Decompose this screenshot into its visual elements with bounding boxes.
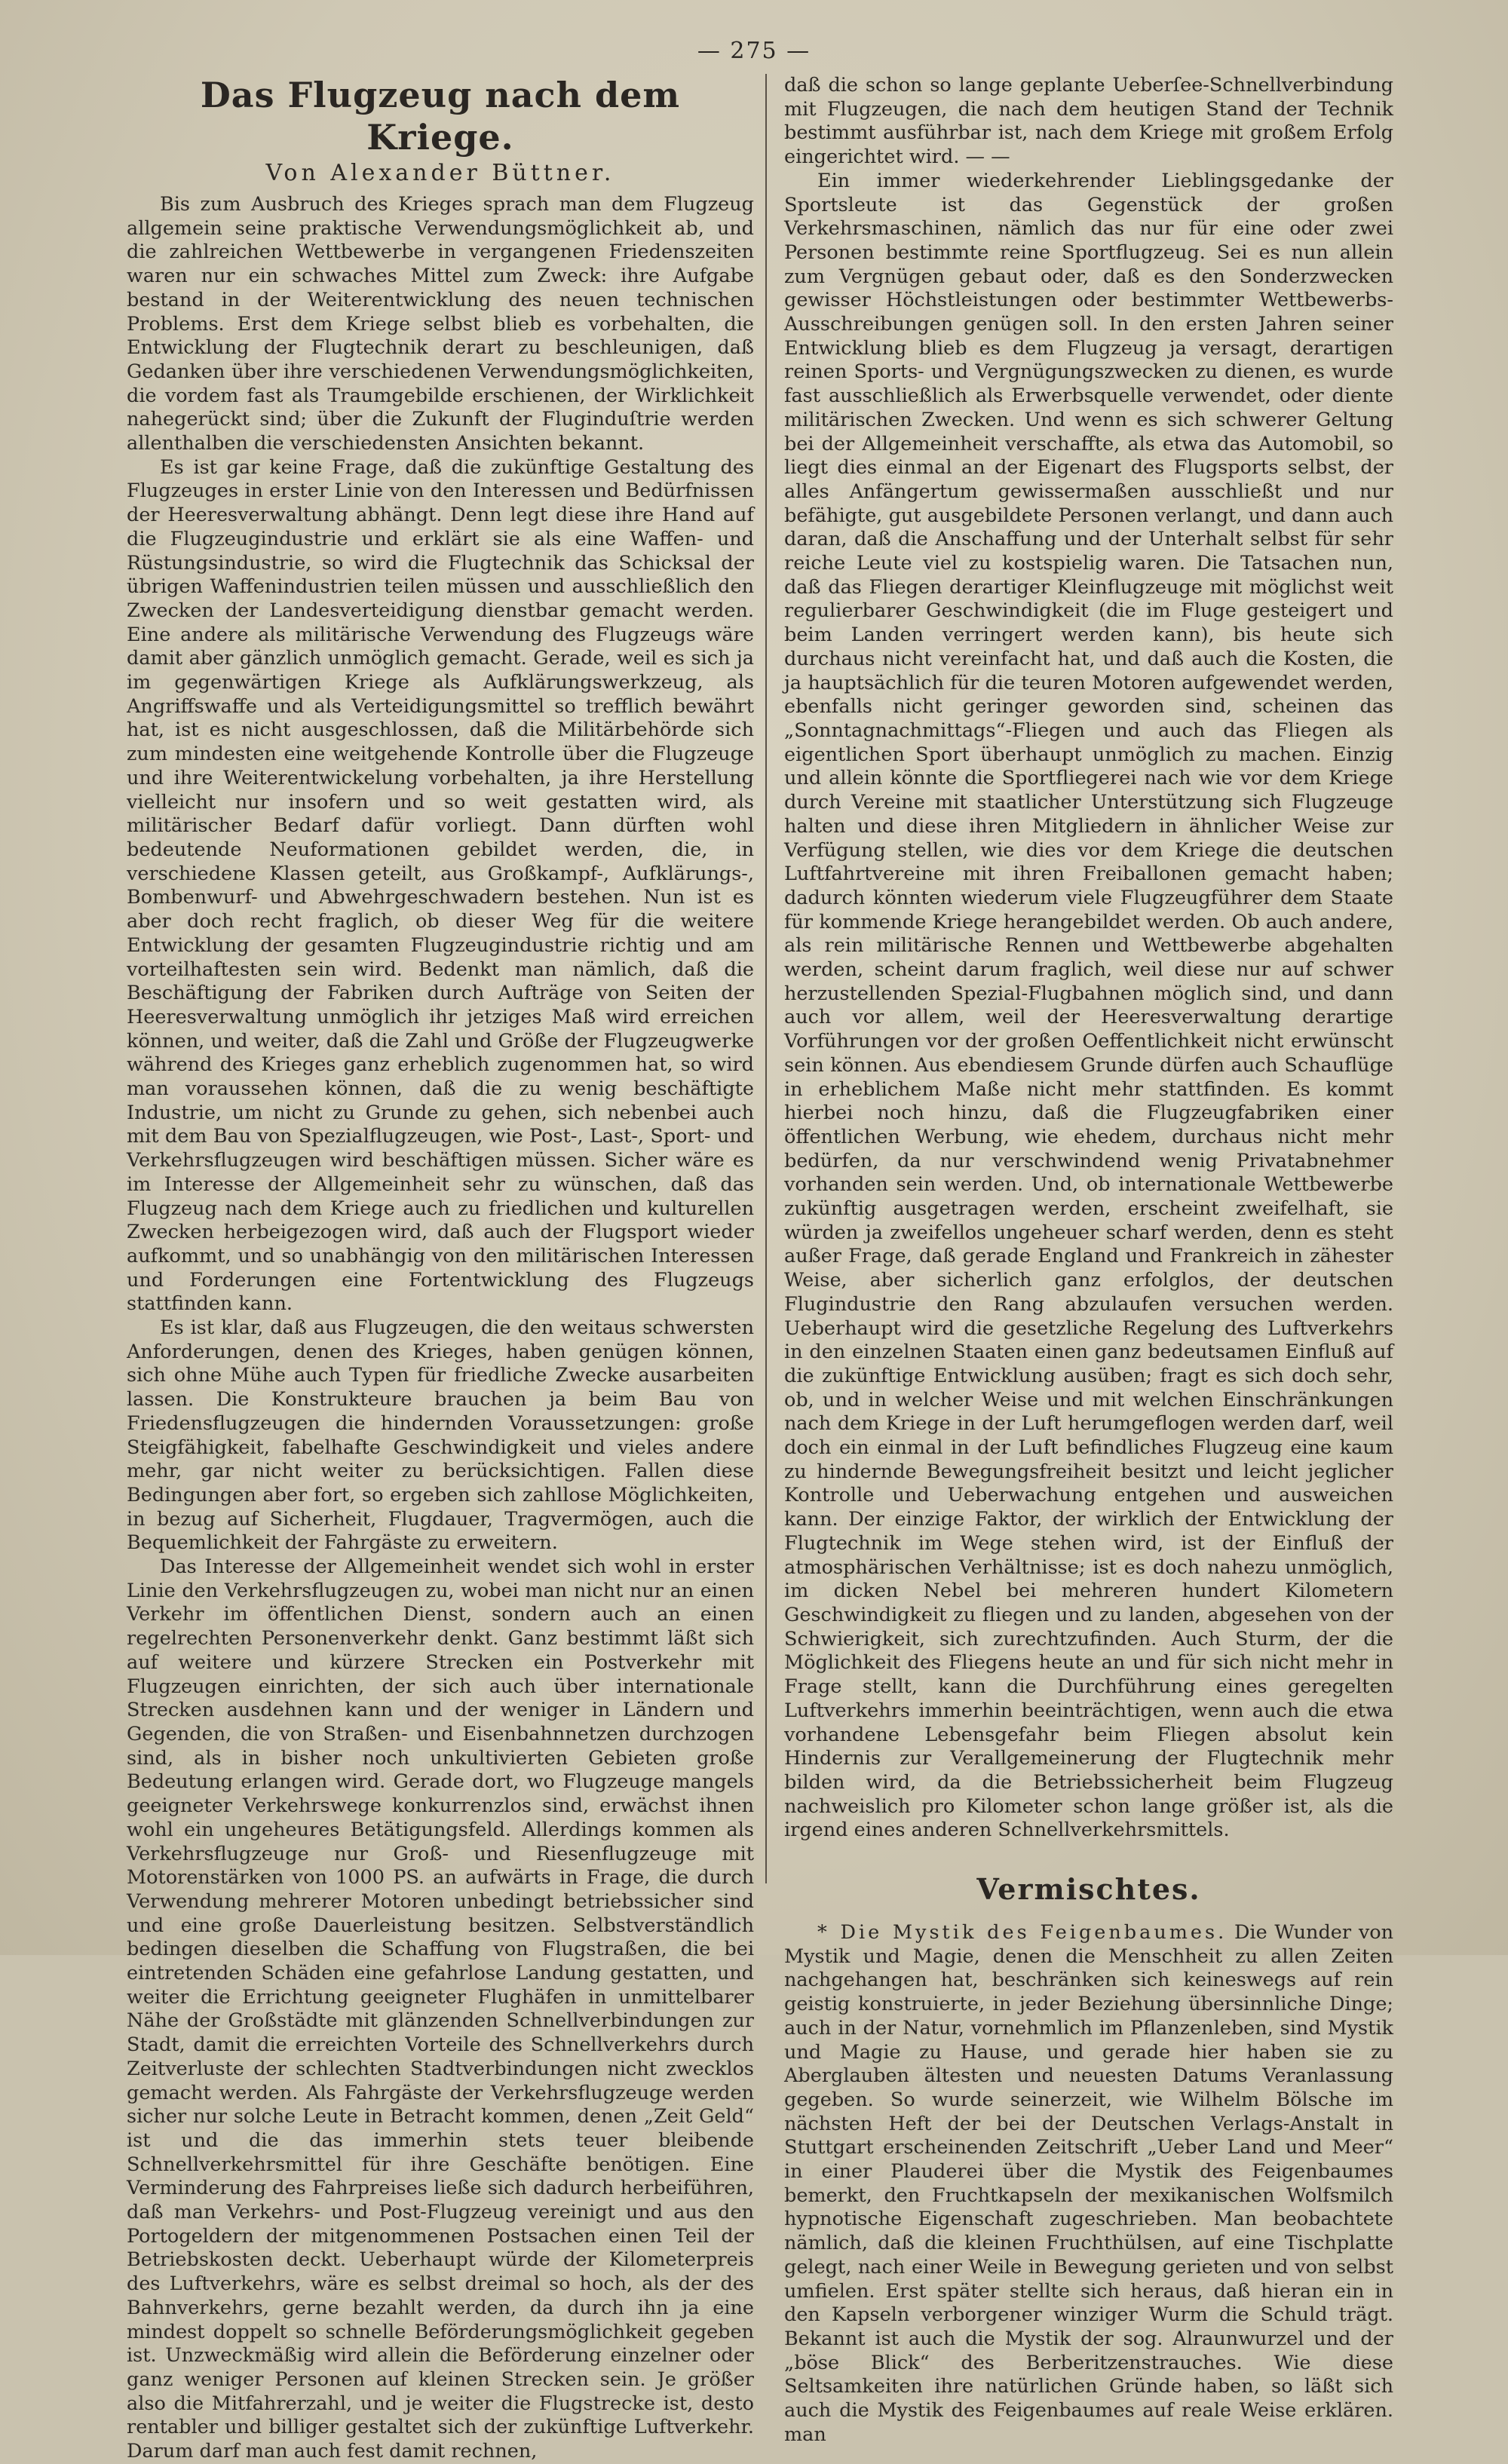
article-byline: Von Alexander Büttner. [265, 160, 615, 186]
misc-section-title: Vermischtes. [976, 1872, 1201, 1907]
article-paragraph: Es ist klar, daß aus Flugzeugen, die den weitaus schwersten Anforderungen, denen des Krieges, haben genügen können, sich ohne Mühe auch Typen für friedliche Zwecke ausarbeiten lassen. Die Konstrukteure brauchen ja beim Bau von Friedensflugzeugen die hindernden Voraussetzungen: große Steigfähigkeit, fabelhafte Geschwindigkeit und vieles andere mehr, gar nicht weiter zu berücksichtigen. Fallen diese Bedingungen aber fort, so ergeben sich zahllose Möglichkeiten, in bezug auf Sicherheit, Flugdauer, Tragvermögen, auch die Bequemlichkeit der Fahrgäste zu erweitern. [127, 1316, 754, 1555]
article-paragraph-continued: daß die schon so lange geplante Ueberſee-Schnellverbindung mit Flugzeugen, die nach dem heutigen Stand der Technik bestimmt ausführbar ist, nach dem Kriege mit großem Erfolg eingerichtet wird. — — [784, 74, 1393, 169]
article-paragraph: Ein immer wiederkehrender Lieblingsgedanke der Sportsleute ist das Gegenstück der großen Verkehrsmaschinen, nämlich das nur für eine oder zwei Personen bestimmte reine Sportflugzeug. Sei es nun allein zum Vergnügen gebaut oder, daß es den Sonderzwecken gewisser Höchstleistungen oder bestimmter Wettbewerbs-Ausschreibungen genügen soll. In den ersten Jahren seiner Entwicklung blieb es dem Flugzeug ja versagt, derartigen reinen Sports- und Vergnügungszwecken zu dienen, es wurde fast ausschließlich als Erwerbsquelle verwendet, oder diente militärischen Zwecken. Und wenn es sich schwerer Geltung bei der Allgemeinheit verschaffte, als etwa das Automobil, so liegt dies einmal an der Eigenart des Flugsports selbst, der alles Anfängertum gewissermaßen ausschließt und nur befähigte, gut ausgebildete Personen verlangt, und dann auch daran, daß die Anschaffung und der Unterhalt selbst für sehr reiche Leute viel zu kostspielig waren. Die Tatsachen nun, daß das Fliegen derartiger Kleinflugzeuge mit möglichst weit regulierbarer Geschwindigkeit (die im Fluge gesteigert und beim Landen verringert werden kann), bis heute sich durchaus nicht vereinfacht hat, und daß auch die Kosten, die ja hauptsächlich für die teuren Motoren aufgewendet werden, ebenfalls nicht geringer geworden sind, scheinen das „Sonntagnachmittags“-Fliegen und auch das Fliegen als eigentlichen Sport überhaupt unmöglich zu machen. Einzig und allein könnte die Sportfliegerei nach wie vor dem Kriege durch Vereine mit staatlicher Unterstützung sich Flugzeuge halten und diese ihren Mitgliedern in ähnlicher Weise zur Verfügung stellen, wie dies vor dem Kriege die deutschen Luftfahrtvereine mit ihren Freiballonen gemacht haben; dadurch könnten wiederum viele Flugzeugführer dem Staate für kommende Kriege herangebildet werden. Ob auch andere, als rein militärische Rennen und Wettbewerbe abgehalten werden, scheint darum fraglich, weil diese nur auf schwer herzustellenden Spezial-Flugbahnen möglich sind, und dann auch vor allem, weil der Heeresverwaltung derartige Vorführungen vor der großen Oeffentlichkeit nicht erwünscht sein können. Aus ebendiesem Grunde dürfen auch Schauflüge in erheblichem Maße nicht mehr stattfinden. Es kommt hierbei noch hinzu, daß die Flugzeugfabriken einer öffentlichen Werbung, wie ehedem, durchaus nicht mehr bedürfen, da nur verschwindend wenig Privatabnehmer vorhanden sein werden. Und, ob internationale Wettbewerbe zukünftig ausgetragen werden, erscheint zweifelhaft, sie würden ja zweifellos ungeheuer scharf werden, denn es steht außer Frage, daß gerade England und Frankreich in zähester Weise, aber sicherlich ganz erfolglos, der deutschen Flugindustrie den Rang abzulaufen versuchen werden. Ueberhaupt wird die gesetzliche Regelung des Luftverkehrs in den einzelnen Staaten einen ganz bedeutsamen Einfluß auf die zukünftige Entwicklung ausüben; fragt es sich doch sehr, ob, und in welcher Weise und mit welchen Einschränkungen nach dem Kriege in der Luft herumgeflogen werden darf, weil doch ein einmal in der Luft befindliches Flugzeug eine kaum zu hindernde Bewegungsfreiheit besitzt und leicht jeglicher Kontrolle und Ueberwachung entgehen und ausweichen kann. Der einzige Faktor, der wirklich der Entwicklung der Flugtechnik im Wege stehen wird, ist der Einfluß der atmosphärischen Verhältnisse; ist es doch nahezu unmöglich, im dicken Nebel bei mehreren hundert Kilometern Geschwindigkeit zu fliegen und zu landen, abgesehen von der Schwierigkeit, sich zurechtzufinden. Auch Sturm, der die Möglichkeit des Fliegens heute an und für sich nicht mehr in Frage stellt, kann die Durchführung eines geregelten Luftverkehrs immerhin beeinträchtigen, wenn auch die etwa vorhandene Lebensgefahr beim Fliegen absolut kein Hindernis zur Verallgemeinerung der Flugtechnik mehr bilden wird, da die Betriebssicherheit beim Flugzeug nachweislich pro Kilometer schon lange größer ist, als die irgend eines anderen Schnellverkehrsmittels. [784, 169, 1393, 1842]
article-paragraph: Das Interesse der Allgemeinheit wendet sich wohl in erster Linie den Verkehrsflugzeugen zu, wobei man nicht nur an einen Verkehr im öffentlichen Dienst, sondern auch an einen regelrechten Personenverkehr denkt. Ganz bestimmt läßt sich auf weitere und kürzere Strecken ein Postverkehr mit Flugzeugen einrichten, der sich auch über internationale Strecken ausdehnen kann und der weniger in Ländern und Gegenden, die von Straßen- und Eisenbahnnetzen durchzogen sind, als in bisher noch unkultivierten Gebieten große Bedeutung erlangen wird. Gerade dort, wo Flugzeuge mangels geeigneter Verkehrswege konkurrenzlos sind, erwächst ihnen wohl ein ungeheures Betätigungsfeld. Allerdings kommen als Verkehrsflugzeuge nur Groß- und Riesenflugzeuge mit Motorenstärken von 1000 PS. an aufwärts in Frage, die durch Verwendung mehrerer Motoren unbedingt betriebssicher sind und eine große Dauerleistung besitzen. Selbstverständlich bedingen dieselben die Schaffung von Flugstraßen, die bei eintretenden Schäden eine gefahrlose Landung gestatten, und weiter die Errichtung geeigneter Flughäfen in unmittelbarer Nähe der Großstädte mit glänzenden Schnellverbindungen zur Stadt, damit die erreichten Vorteile des Schnellverkehrs durch Zeitverluste der schlechten Stadtverbindungen nicht zwecklos gemacht werden. Als Fahrgäste der Verkehrsflugzeuge werden sicher nur solche Leute in Betracht kommen, denen „Zeit Geld“ ist und die das immerhin stets teuer bleibende Schnellverkehrsmittel für ihre Geschäfte benötigen. Eine Verminderung des Fahrpreises ließe sich dadurch herbeiführen, daß man Verkehrs- und Post-Flugzeug vereinigt und aus den Portogeldern der mitgenommenen Postsachen einen Teil der Betriebskosten deckt. Ueberhaupt würde der Kilometerpreis des Luftverkehrs, wäre es selbst dreimal so hoch, als der des Bahnverkehrs, gerne bezahlt werden, da durch ihn ja eine mindest doppelt so schnelle Beförderungsmöglichkeit gegeben ist. Unzweckmäßig wird allein die Beförderung einzelner oder ganz weniger Personen auf kleinen Strecken sein. Je größer also die Mitfahrerzahl, und je weiter die Flugstrecke ist, desto rentabler und billiger gestaltet sich der zukünftige Luftverkehr. Darum darf man auch fest damit rechnen, [127, 1555, 754, 2463]
article-paragraph: Es ist gar keine Frage, daß die zukünftige Gestaltung des Flugzeuges in erster Linie von den Interessen und Bedürfnissen der Heeresverwaltung abhängt. Denn legt diese ihre Hand auf die Flugzeugindustrie und erklärt sie als eine Waffen- und Rüstungsindustrie, so wird die Flugtechnik das Schicksal der übrigen Waffenindustrien teilen müssen und ausschließlich den Zwecken der Landesverteidigung dienstbar gemacht werden. Eine andere als militärische Verwendung des Flugzeugs wäre damit aber gänzlich unmöglich gemacht. Gerade, weil es sich ja im gegenwärtigen Kriege als Aufklärungswerkzeug, als Angriffswaffe und als Verteidigungsmittel so trefflich bewährt hat, ist es nicht ausgeschlossen, daß die Militärbehörde sich zum mindesten eine weitgehende Kontrolle über die Flugzeuge und ihre Weiterentwickelung vorbehalten, ja ihre Herstellung vielleicht nur insofern und so weit gestatten wird, als militärischer Bedarf dafür vorliegt. Dann dürften wohl bedeutende Neuformationen gebildet werden, die, in verschiedene Klassen geteilt, aus Großkampf-, Aufklärungs-, Bombenwurf- und Abwehrgeschwadern bestehen. Nun ist es aber doch recht fraglich, ob dieser Weg für die weitere Entwicklung der gesamten Flugzeugindustrie richtig und am vorteilhaftesten sein wird. Bedenkt man nämlich, daß die Beschäftigung der Fabriken durch Aufträge von Seiten der Heeresverwaltung unmöglich ihr jetziges Maß wird erreichen können, und weiter, daß die Zahl und Größe der Flugzeugwerke während des Krieges ganz erheblich zugenommen hat, so wird man voraussehen können, daß die zu wenig beschäftigte Industrie, um nicht zu Grunde zu gehen, sich nebenbei auch mit dem Bau von Spezialflugzeugen, wie Post-, Last-, Sport- und Verkehrsflugzeugen wird beschäftigen müssen. Sicher wäre es im Interesse der Allgemeinheit sehr zu wünschen, daß das Flugzeug nach dem Kriege auch zu friedlichen und kulturellen Zwecken herbeigezogen wird, daß auch der Flugsport wieder aufkommt, und so unabhängig von den militärischen Interessen und Forderungen eine Fortentwicklung des Flugzeugs stattfinden kann. [127, 455, 754, 1316]
page-number: — 275 — [697, 38, 811, 64]
article-title: Das Flugzeug nach dem Kriege. [200, 75, 681, 158]
column-rule [765, 74, 767, 1883]
left-column [127, 74, 754, 2463]
misc-item-text: Die Wunder von Mystik und Magie, denen die Menschheit zu allen Zeiten nachgehangen hat, beschränken sich keineswegs auf rein geistig konstruierte, in jeder Beziehung übersinnliche Dinge; auch in der Natur, vornehmlich im Pflanzenleben, sind Mystik und Magie zu Hause, und gerade hier haben sie zu Aberglauben ältesten und neuesten Datums Veranlassung gegeben. So wurde seinerzeit, wie Wilhelm Bölsche im nächsten Heft der bei der Deutschen Verlags-Anstalt in Stuttgart erscheinenden Zeitschrift „Ueber Land und Meer“ in einer Plauderei über die Mystik des Feigenbaumes bemerkt, den Fruchtkapseln der mexikanischen Wolfsmilch hypnotische Eigenschaft zugeschrieben. Man beobachtete nämlich, daß die kleinen Fruchthülsen, auf eine Tischplatte gelegt, nach einer Weile in Bewegung gerieten und von selbst umfielen. Erst später stellte sich heraus, daß hieran ein in den Kapseln verborgener winziger Wurm die Schuld trägt. Bekannt ist auch die Mystik der sog. Alraunwurzel und der „böse Blick“ des Berberitzenstrauches. Wie diese Seltsamkeiten ihre natürlichen Gründe haben, so läßt sich auch die Mystik des Feigenbaumes auf reale Weise erklären. man [784, 1921, 1393, 2446]
right-column [784, 74, 1393, 2446]
misc-item [784, 1921, 1393, 2447]
misc-item-lead: * Die Mystik des Feigenbaumes. [817, 1921, 1228, 1945]
article-paragraph: Bis zum Ausbruch des Krieges sprach man dem Flugzeug allgemein seine praktische Verwendungsmöglichkeit ab, und die zahlreichen Wettbewerbe in vergangenen Friedenszeiten waren nur ein schwaches Mittel zum Zweck: ihre Aufgabe bestand in der Weiterentwicklung des neuen technischen Problems. Erst dem Kriege selbst blieb es vorbehalten, die Entwicklung der Flugtechnik derart zu beschleunigen, daß Gedanken über ihre verschiedenen Verwendungsmöglichkeiten, die vordem fast als Traumgebilde erschienen, der Wirklichkeit nahegerückt sind; über die Zukunft der Fluginduſtrie werden allenthalben die verschiedensten Ansichten bekannt. [127, 193, 754, 455]
